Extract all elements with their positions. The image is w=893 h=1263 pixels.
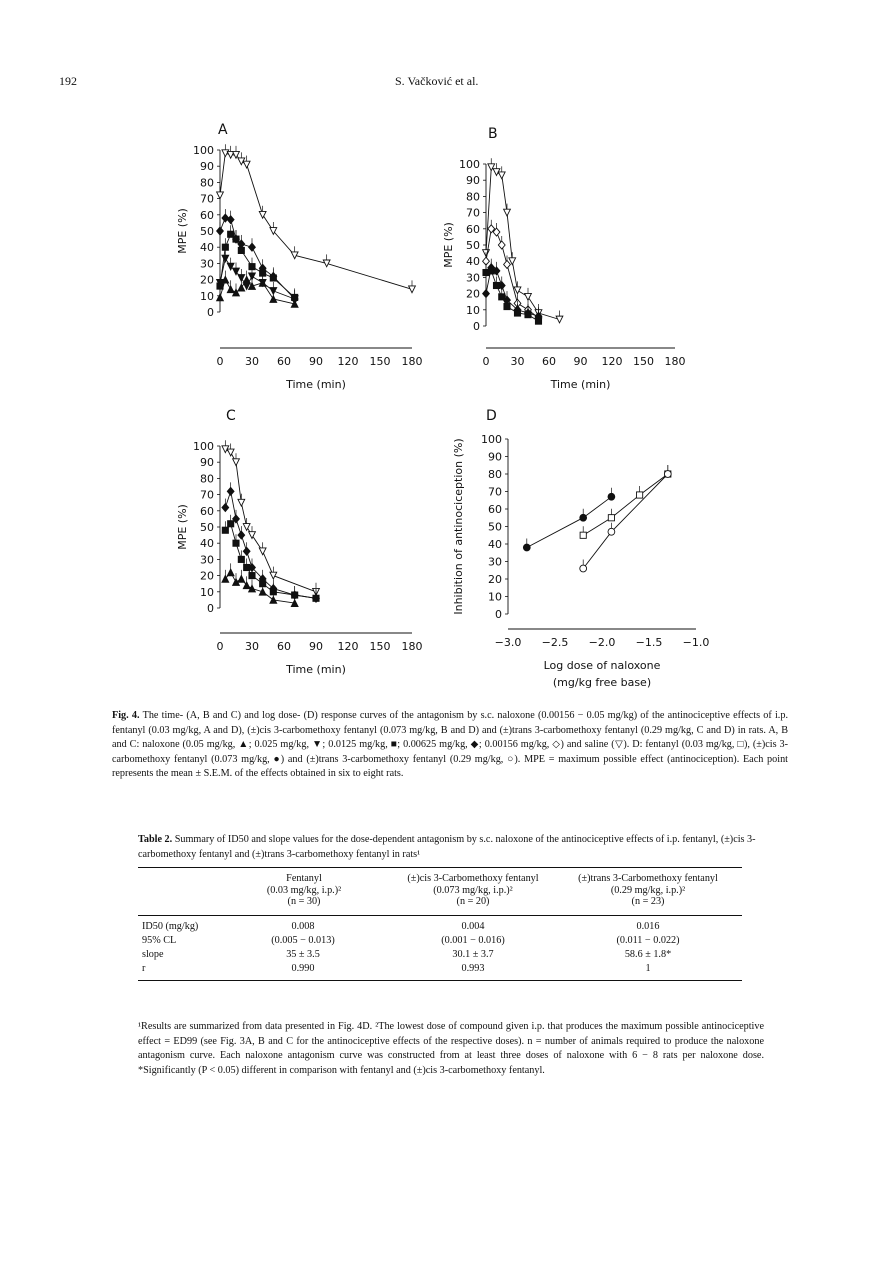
data-point: [259, 548, 266, 555]
data-point: [270, 296, 277, 303]
data-point: [499, 294, 505, 300]
y-tick-label: 70: [200, 192, 214, 206]
y-tick-label: 80: [488, 468, 502, 481]
data-point: [608, 528, 615, 535]
y-tick-label: 70: [466, 206, 480, 220]
chart-d-svg: [430, 404, 730, 694]
y-tick-label: 30: [200, 257, 214, 271]
x-tick-label: 30: [245, 640, 259, 653]
data-series: [222, 515, 319, 602]
series-line: [486, 167, 560, 319]
y-tick-label: 90: [200, 160, 214, 174]
table-row: slope 35 ± 3.5 30.1 ± 3.7 58.6 ± 1.8*: [142, 949, 672, 960]
y-tick-label: 80: [466, 190, 480, 204]
data-point: [313, 595, 319, 601]
y-tick-label: 100: [193, 144, 214, 157]
x-tick-label: 150: [369, 355, 391, 368]
y-tick-label: 10: [466, 303, 480, 317]
y-tick-label: 10: [488, 590, 502, 604]
x-axis-label-2: (mg/kg free base): [552, 676, 652, 689]
figure-caption: [112, 709, 788, 782]
series-line: [583, 474, 668, 569]
x-tick-label: 120: [337, 355, 359, 368]
y-tick-label: 20: [466, 287, 480, 301]
page-number: 192: [59, 74, 77, 88]
data-point: [238, 499, 245, 506]
data-point: [238, 556, 244, 562]
x-tick-label: 90: [309, 640, 323, 653]
y-tick-label: 50: [466, 239, 480, 252]
data-point: [291, 301, 298, 308]
data-point: [608, 515, 614, 521]
data-point: [233, 236, 239, 242]
panel-label: B: [488, 126, 498, 142]
data-point: [249, 243, 256, 251]
x-tick-label: 60: [277, 640, 291, 653]
data-point: [525, 293, 532, 300]
y-tick-label: 80: [200, 176, 214, 190]
y-tick-label: 0: [207, 306, 214, 319]
table-row: r 0.990 0.993 1: [142, 963, 651, 974]
data-point: [514, 287, 521, 294]
x-tick-label: −2.5: [541, 636, 569, 649]
y-tick-label: 20: [200, 569, 214, 583]
data-point: [323, 260, 330, 267]
data-point: [238, 284, 245, 291]
y-tick-label: 0: [473, 320, 480, 333]
data-point: [291, 252, 298, 259]
table-label: Table 2.: [138, 834, 173, 845]
y-tick-label: 80: [200, 472, 214, 486]
chart-c-svg: [160, 404, 440, 694]
y-axis-label: MPE (%): [442, 222, 455, 268]
data-point: [228, 521, 234, 527]
y-tick-label: 100: [193, 440, 214, 453]
x-tick-label: −3.0: [494, 636, 522, 649]
y-tick-label: 20: [488, 573, 502, 586]
data-point: [535, 318, 541, 324]
table-title-text: Summary of ID50 and slope values for the dose-dependent antagonism by s.c. naloxone of the antinociceptive effects of i.p. fentanyl, (±)cis 3-carbomethoxy fentanyl and (±)trans 3-carbomethoxy fentanyl in rats¹: [138, 834, 756, 860]
y-tick-label: 40: [200, 241, 214, 255]
running-header: S. Vačković et al.: [395, 74, 479, 88]
data-point: [222, 255, 229, 262]
data-point: [244, 564, 250, 570]
x-tick-label: 150: [633, 355, 654, 368]
x-axis-label: Time (min): [550, 378, 611, 391]
data-point: [227, 569, 234, 576]
caption-text: The time- (A, B and C) and log dose- (D) response curves of the antagonism by s.c. naloxone (0.00156 − 0.05 mg/kg) of the antinociceptive effects of i.p. fentanyl (0.03 mg/kg, A and D), (±)cis 3-carbomethoxy fentanyl (0.073 mg/kg, B and D) and (±)trans 3-carbomethoxy fentanyl (0.29 mg/kg, C and D) in rats. A, B and C: naloxone (0.05 mg/kg, ▲; 0.025 mg/kg, ▼; 0.0125 mg/kg, ■; 0.00625 mg/kg, ◆; 0.00156 mg/kg, ◇) and saline (▽). D: fentanyl (0.03 mg/kg, □), (±)cis 3-carbomethoxy fentanyl (0.073 mg/kg, ●) and (±)trans 3-carbomethoxy fentanyl (0.29 mg/kg, ○). MPE = maximum possible effect (antinociception). Each point represents the mean ± S.E.M. of the effects obtained in six to eight rats.: [112, 710, 788, 780]
data-point: [238, 247, 244, 253]
data-point: [217, 294, 224, 301]
data-point: [504, 209, 511, 216]
y-tick-label: 90: [488, 450, 502, 464]
y-tick-label: 60: [200, 504, 214, 518]
data-series: [523, 488, 614, 551]
data-point: [222, 504, 229, 512]
data-point: [580, 532, 586, 538]
x-tick-label: 120: [601, 355, 623, 368]
x-tick-label: 30: [510, 355, 525, 368]
data-point: [243, 524, 250, 531]
data-point: [227, 286, 234, 293]
chart-panel-c: [160, 404, 440, 699]
data-point: [243, 547, 250, 555]
data-point: [488, 268, 494, 274]
data-point: [556, 316, 563, 323]
y-tick-label: 90: [200, 456, 214, 470]
table-row: 95% CL (0.005 − 0.013) (0.001 − 0.016) (0.011 − 0.022): [142, 935, 680, 946]
data-point: [259, 211, 266, 218]
data-point: [222, 244, 228, 250]
data-point: [525, 312, 531, 318]
data-point: [249, 573, 255, 579]
data-point: [249, 532, 256, 539]
x-tick-label: 180: [664, 355, 686, 368]
x-tick-label: 0: [216, 640, 224, 653]
y-axis-label: MPE (%): [176, 208, 189, 254]
x-tick-label: 0: [482, 355, 490, 368]
data-point: [514, 310, 520, 316]
y-tick-label: 60: [488, 503, 502, 516]
y-tick-label: 100: [481, 433, 502, 446]
table-title: [138, 833, 764, 862]
x-tick-label: −1.0: [682, 636, 710, 649]
y-tick-label: 10: [200, 289, 214, 303]
table-row: ID50 (mg/kg) 0.008 0.004 0.016: [142, 921, 660, 932]
y-tick-label: 90: [466, 174, 480, 188]
data-point: [233, 459, 240, 466]
data-series: [217, 144, 416, 292]
data-point: [227, 487, 234, 495]
table-footnote: ¹Results are summarized from data presented in Fig. 4D. ²The lowest dose of compound given i.p. that produces the maximum possible antinociceptive effect = ED99 (see Fig. 3A, B and C for the antinociceptive effects of the respective doses). n = number of animals required to produce the naloxone antagonism curve. Each naloxone antagonism curve was constructed from at least three doses of naloxone with 6 − 8 rats per naloxone dose. *Significantly (P < 0.05) different in comparison with fentanyl and (±)cis 3-carbomethoxy fentanyl.: [138, 1021, 764, 1076]
y-tick-label: 50: [488, 520, 502, 534]
data-point: [664, 471, 671, 478]
x-tick-label: 30: [245, 355, 259, 368]
y-tick-label: 50: [200, 225, 214, 238]
y-tick-label: 50: [200, 521, 214, 534]
panel-label: D: [486, 408, 497, 424]
data-point: [259, 588, 266, 595]
column-header-fentanyl: Fentanyl (0.03 mg/kg, i.p.)² (n = 30): [266, 873, 342, 907]
data-point: [504, 260, 511, 268]
chart-panel-a: [160, 118, 440, 413]
data-point: [270, 572, 277, 579]
table-top-rule: [138, 867, 742, 868]
column-header-cis: (±)cis 3-Carbomethoxy fentanyl (0.073 mg/kg, i.p.)² (n = 20): [407, 873, 539, 907]
x-tick-label: 60: [277, 355, 291, 368]
data-point: [238, 575, 245, 582]
x-tick-label: 90: [309, 355, 323, 368]
y-tick-label: 20: [200, 273, 214, 287]
x-tick-label: 60: [542, 355, 556, 368]
data-point: [270, 275, 276, 281]
y-axis-label: MPE (%): [176, 504, 189, 550]
data-point: [217, 227, 224, 235]
data-point: [217, 192, 224, 199]
data-point: [580, 565, 587, 572]
y-tick-label: 40: [488, 538, 502, 551]
y-tick-label: 40: [200, 537, 214, 551]
chart-panel-b: [430, 124, 710, 419]
chart-b-svg: [430, 124, 710, 414]
chart-a-svg: [160, 118, 440, 408]
y-tick-label: 100: [459, 158, 480, 171]
data-point: [580, 514, 587, 521]
table-bottom-rule: [138, 980, 742, 981]
data-point: [523, 544, 530, 551]
y-tick-label: 40: [466, 255, 480, 269]
y-axis-label: Inhibition of antinociception (%): [452, 438, 465, 615]
data-point: [498, 172, 505, 179]
data-point: [243, 276, 250, 283]
x-tick-label: 180: [401, 355, 423, 368]
x-tick-label: −1.5: [635, 636, 663, 649]
chart-panel-d: [430, 404, 730, 699]
series-line: [583, 474, 668, 535]
column-header-trans: (±)trans 3-Carbomethoxy fentanyl (0.29 mg/kg, i.p.)² (n = 23): [578, 873, 718, 907]
x-tick-label: 150: [369, 640, 391, 653]
data-point: [409, 286, 416, 293]
data-series: [580, 465, 671, 538]
y-tick-label: 70: [200, 488, 214, 502]
caption-label: Fig. 4.: [112, 710, 140, 721]
y-tick-label: 30: [200, 553, 214, 567]
x-axis-label: Log dose of naloxone: [543, 659, 661, 672]
data-point: [483, 290, 490, 298]
x-tick-label: 180: [401, 640, 423, 653]
x-axis-label: Time (min): [286, 663, 346, 676]
x-axis-label: Time (min): [286, 378, 346, 391]
data-point: [608, 493, 615, 500]
data-point: [243, 161, 250, 168]
x-tick-label: 0: [216, 355, 224, 368]
data-series: [580, 465, 671, 572]
table-header-rule: [138, 915, 742, 916]
data-point: [227, 449, 234, 456]
panel-label: A: [218, 122, 228, 138]
data-point: [637, 492, 643, 498]
y-tick-label: 70: [488, 485, 502, 499]
panel-label: C: [226, 408, 236, 424]
data-series: [483, 158, 563, 323]
y-tick-label: 30: [466, 271, 480, 285]
data-point: [498, 241, 505, 249]
x-tick-label: 120: [337, 640, 359, 653]
x-tick-label: 90: [573, 355, 588, 368]
y-tick-label: 0: [207, 602, 214, 615]
data-point: [238, 531, 245, 539]
series-line: [225, 449, 316, 592]
x-tick-label: −2.0: [588, 636, 616, 649]
data-point: [222, 527, 228, 533]
y-tick-label: 30: [488, 555, 502, 569]
data-point: [493, 282, 499, 288]
y-tick-label: 60: [200, 208, 214, 222]
y-tick-label: 60: [466, 222, 480, 236]
data-point: [504, 303, 510, 309]
y-tick-label: 0: [495, 608, 502, 621]
y-tick-label: 10: [200, 585, 214, 599]
series-line: [527, 497, 612, 548]
data-point: [233, 540, 239, 546]
